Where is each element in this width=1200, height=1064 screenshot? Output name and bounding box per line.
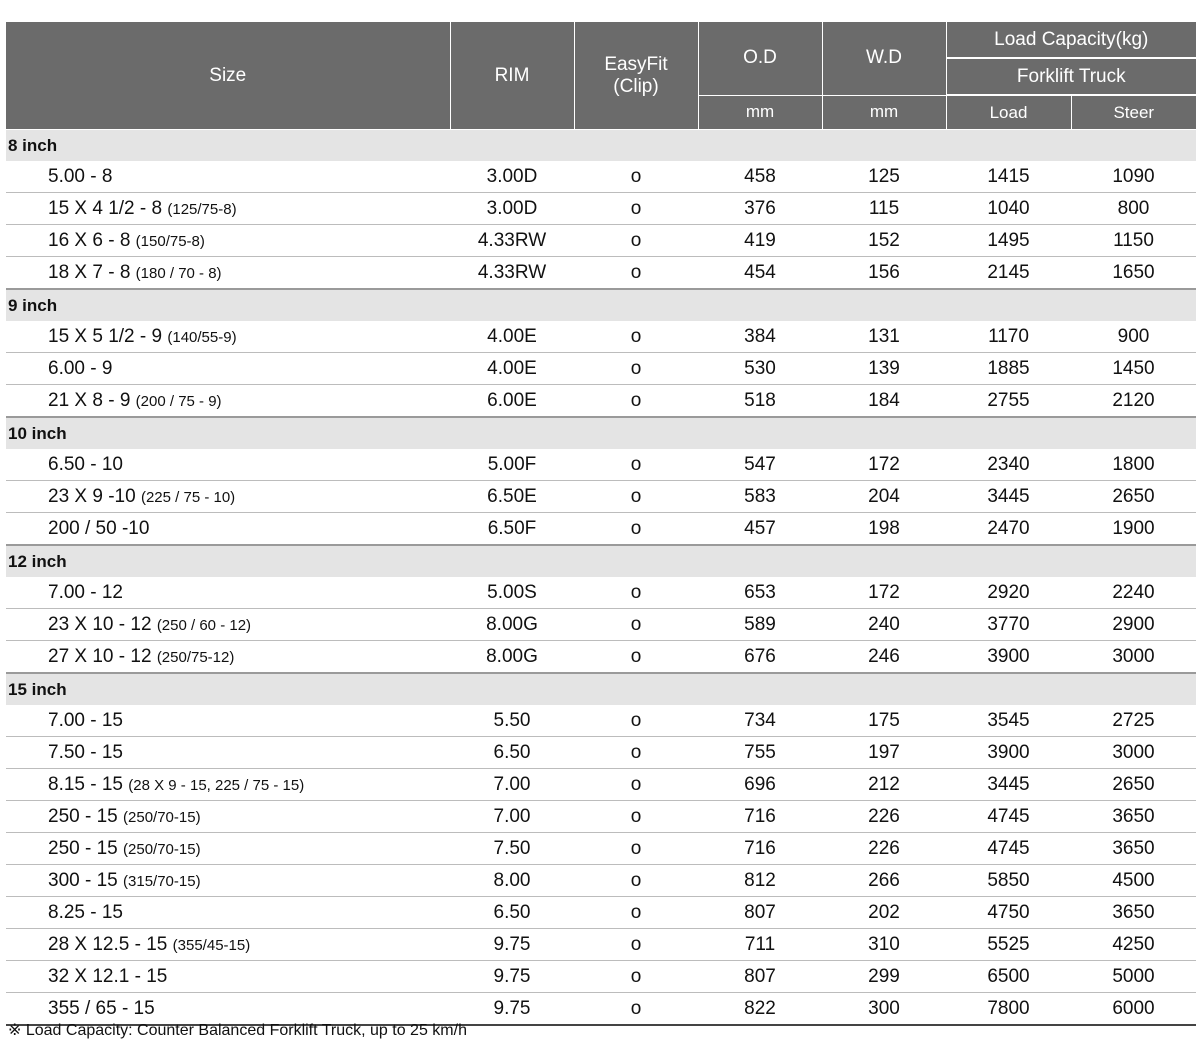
cell-steer: 2240 <box>1071 577 1196 609</box>
cell-od: 589 <box>698 609 822 641</box>
table-row <box>6 513 1196 546</box>
table-row <box>6 737 1196 769</box>
cell-size <box>6 513 450 546</box>
table-row <box>6 161 1196 193</box>
cell-size <box>6 161 450 193</box>
cell-load: 2145 <box>946 257 1071 290</box>
cell-rim: 7.00 <box>450 769 574 801</box>
table-row <box>6 225 1196 257</box>
cell-od: 812 <box>698 865 822 897</box>
cell-easyfit: o <box>574 897 698 929</box>
group-row <box>6 130 1196 162</box>
cell-od: 376 <box>698 193 822 225</box>
cell-load: 5850 <box>946 865 1071 897</box>
table-row <box>6 705 1196 737</box>
cell-od: 755 <box>698 737 822 769</box>
group-label: 8 inch <box>6 130 1196 162</box>
group-label: 15 inch <box>6 673 1196 705</box>
cell-od: 734 <box>698 705 822 737</box>
size-main: 28 X 12.5 - 15 <box>48 933 168 955</box>
cell-load: 1415 <box>946 161 1071 193</box>
table-row <box>6 833 1196 865</box>
size-main: 18 X 7 - 8 <box>48 261 131 283</box>
cell-steer: 1650 <box>1071 257 1196 290</box>
cell-size <box>6 737 450 769</box>
size-sub: (250/70-15) <box>123 808 201 826</box>
cell-easyfit: o <box>574 993 698 1026</box>
cell-size <box>6 225 450 257</box>
table-row <box>6 801 1196 833</box>
size-sub: (315/70-15) <box>123 872 201 890</box>
header-forklift-truck: Forklift Truck <box>946 58 1196 95</box>
header-load: Load <box>946 95 1071 130</box>
header-od-unit: mm <box>698 95 822 130</box>
cell-load: 1040 <box>946 193 1071 225</box>
cell-easyfit: o <box>574 481 698 513</box>
cell-easyfit: o <box>574 449 698 481</box>
cell-size <box>6 865 450 897</box>
cell-size <box>6 929 450 961</box>
group-row <box>6 417 1196 449</box>
cell-od: 807 <box>698 897 822 929</box>
cell-od: 518 <box>698 385 822 418</box>
cell-steer: 3650 <box>1071 801 1196 833</box>
size-main: 21 X 8 - 9 <box>48 389 131 411</box>
cell-steer: 2725 <box>1071 705 1196 737</box>
cell-load: 1885 <box>946 353 1071 385</box>
table-row <box>6 385 1196 418</box>
table-row <box>6 961 1196 993</box>
group-row <box>6 545 1196 577</box>
size-sub: (140/55-9) <box>167 328 237 346</box>
cell-rim: 5.00F <box>450 449 574 481</box>
cell-od: 458 <box>698 161 822 193</box>
cell-steer: 3000 <box>1071 737 1196 769</box>
size-sub: (200 / 75 - 9) <box>135 392 222 410</box>
cell-load: 4750 <box>946 897 1071 929</box>
cell-easyfit: o <box>574 961 698 993</box>
cell-od: 547 <box>698 449 822 481</box>
size-main: 23 X 9 -10 <box>48 485 136 507</box>
cell-load: 3445 <box>946 769 1071 801</box>
cell-steer: 3650 <box>1071 833 1196 865</box>
cell-load: 5525 <box>946 929 1071 961</box>
size-sub: (250/70-15) <box>123 840 201 858</box>
cell-rim: 6.50E <box>450 481 574 513</box>
cell-steer: 4500 <box>1071 865 1196 897</box>
cell-size <box>6 833 450 865</box>
cell-easyfit: o <box>574 705 698 737</box>
cell-rim: 3.00D <box>450 161 574 193</box>
cell-wd: 172 <box>822 577 946 609</box>
cell-steer: 1800 <box>1071 449 1196 481</box>
cell-load: 4745 <box>946 833 1071 865</box>
cell-wd: 115 <box>822 193 946 225</box>
cell-wd: 204 <box>822 481 946 513</box>
size-main: 250 - 15 <box>48 837 118 859</box>
cell-rim: 5.50 <box>450 705 574 737</box>
cell-od: 583 <box>698 481 822 513</box>
size-main: 27 X 10 - 12 <box>48 645 152 667</box>
cell-rim: 4.33RW <box>450 257 574 290</box>
cell-size <box>6 385 450 418</box>
size-sub: (250/75-12) <box>156 648 235 666</box>
cell-rim: 6.00E <box>450 385 574 418</box>
cell-load: 2920 <box>946 577 1071 609</box>
table-row <box>6 865 1196 897</box>
group-row <box>6 673 1196 705</box>
cell-wd: 226 <box>822 833 946 865</box>
size-main: 15 X 4 1/2 - 8 <box>48 197 163 219</box>
header-steer: Steer <box>1071 95 1196 130</box>
table-row <box>6 577 1196 609</box>
cell-od: 653 <box>698 577 822 609</box>
cell-load: 3545 <box>946 705 1071 737</box>
cell-easyfit: o <box>574 769 698 801</box>
cell-size <box>6 321 450 353</box>
table-row <box>6 321 1196 353</box>
header-od: O.D <box>698 22 822 95</box>
size-main: 8.15 - 15 <box>48 773 123 795</box>
cell-od: 716 <box>698 833 822 865</box>
cell-rim: 7.50 <box>450 833 574 865</box>
cell-od: 457 <box>698 513 822 546</box>
table-row <box>6 449 1196 481</box>
header-wd-unit: mm <box>822 95 946 130</box>
cell-steer: 900 <box>1071 321 1196 353</box>
table-row <box>6 897 1196 929</box>
cell-od: 676 <box>698 641 822 674</box>
cell-steer: 6000 <box>1071 993 1196 1026</box>
header-size: Size <box>6 22 450 130</box>
cell-easyfit: o <box>574 225 698 257</box>
cell-steer: 2650 <box>1071 481 1196 513</box>
size-sub: (180 / 70 - 8) <box>135 264 222 282</box>
size-main: 8.25 - 15 <box>48 901 123 923</box>
cell-od: 530 <box>698 353 822 385</box>
cell-wd: 310 <box>822 929 946 961</box>
size-main: 7.00 - 12 <box>48 581 123 603</box>
size-main: 7.00 - 15 <box>48 709 123 731</box>
cell-wd: 125 <box>822 161 946 193</box>
cell-load: 7800 <box>946 993 1071 1026</box>
cell-size <box>6 577 450 609</box>
cell-wd: 246 <box>822 641 946 674</box>
cell-steer: 4250 <box>1071 929 1196 961</box>
cell-wd: 266 <box>822 865 946 897</box>
cell-wd: 212 <box>822 769 946 801</box>
size-main: 7.50 - 15 <box>48 741 123 763</box>
size-sub: (225 / 75 - 10) <box>140 488 236 506</box>
size-sub: (125/75-8) <box>167 200 237 218</box>
cell-load: 3445 <box>946 481 1071 513</box>
cell-size <box>6 897 450 929</box>
cell-rim: 6.50F <box>450 513 574 546</box>
cell-easyfit: o <box>574 193 698 225</box>
spec-table-wrapper <box>6 22 1196 1026</box>
cell-wd: 175 <box>822 705 946 737</box>
cell-wd: 139 <box>822 353 946 385</box>
table-row <box>6 481 1196 513</box>
table-row <box>6 193 1196 225</box>
cell-rim: 4.00E <box>450 353 574 385</box>
cell-wd: 299 <box>822 961 946 993</box>
header-easyfit <box>574 22 698 130</box>
cell-load: 4745 <box>946 801 1071 833</box>
header-easyfit-line1: EasyFit <box>604 53 668 75</box>
cell-od: 384 <box>698 321 822 353</box>
size-main: 250 - 15 <box>48 805 118 827</box>
size-sub: (355/45-15) <box>172 936 251 954</box>
cell-size <box>6 961 450 993</box>
cell-rim: 3.00D <box>450 193 574 225</box>
cell-size <box>6 705 450 737</box>
size-main: 23 X 10 - 12 <box>48 613 152 635</box>
group-label: 12 inch <box>6 545 1196 577</box>
cell-steer: 2900 <box>1071 609 1196 641</box>
group-label: 9 inch <box>6 289 1196 321</box>
cell-rim: 7.00 <box>450 801 574 833</box>
cell-size <box>6 801 450 833</box>
cell-steer: 1150 <box>1071 225 1196 257</box>
cell-rim: 6.50 <box>450 737 574 769</box>
cell-rim: 9.75 <box>450 961 574 993</box>
size-main: 355 / 65 - 15 <box>48 997 155 1019</box>
size-main: 6.50 - 10 <box>48 453 123 475</box>
cell-easyfit: o <box>574 577 698 609</box>
header-load-capacity: Load Capacity(kg) <box>946 22 1196 58</box>
cell-wd: 198 <box>822 513 946 546</box>
table-row <box>6 641 1196 674</box>
cell-od: 696 <box>698 769 822 801</box>
cell-size <box>6 353 450 385</box>
tire-spec-table <box>6 22 1196 1026</box>
cell-rim: 4.33RW <box>450 225 574 257</box>
cell-wd: 152 <box>822 225 946 257</box>
cell-steer: 2650 <box>1071 769 1196 801</box>
cell-size <box>6 193 450 225</box>
cell-easyfit: o <box>574 801 698 833</box>
cell-wd: 202 <box>822 897 946 929</box>
cell-rim: 9.75 <box>450 993 574 1026</box>
table-row <box>6 257 1196 290</box>
cell-steer: 800 <box>1071 193 1196 225</box>
header-rim: RIM <box>450 22 574 130</box>
cell-od: 711 <box>698 929 822 961</box>
cell-od: 419 <box>698 225 822 257</box>
footnote: ※ Load Capacity: Counter Balanced Forklift Truck, up to 25 km/h <box>8 1022 467 1039</box>
size-sub: (150/75-8) <box>135 232 205 250</box>
cell-wd: 240 <box>822 609 946 641</box>
cell-od: 822 <box>698 993 822 1026</box>
size-main: 15 X 5 1/2 - 9 <box>48 325 163 347</box>
cell-size <box>6 449 450 481</box>
cell-rim: 8.00 <box>450 865 574 897</box>
table-row <box>6 929 1196 961</box>
cell-easyfit: o <box>574 929 698 961</box>
group-row <box>6 289 1196 321</box>
cell-load: 3770 <box>946 609 1071 641</box>
cell-easyfit: o <box>574 641 698 674</box>
cell-steer: 1090 <box>1071 161 1196 193</box>
cell-easyfit: o <box>574 513 698 546</box>
cell-wd: 197 <box>822 737 946 769</box>
cell-steer: 3650 <box>1071 897 1196 929</box>
cell-easyfit: o <box>574 353 698 385</box>
cell-wd: 172 <box>822 449 946 481</box>
size-sub: (28 X 9 - 15, 225 / 75 - 15) <box>128 776 305 794</box>
cell-rim: 4.00E <box>450 321 574 353</box>
cell-load: 3900 <box>946 737 1071 769</box>
cell-size <box>6 641 450 674</box>
cell-easyfit: o <box>574 833 698 865</box>
cell-easyfit: o <box>574 865 698 897</box>
cell-rim: 8.00G <box>450 609 574 641</box>
table-row <box>6 353 1196 385</box>
cell-size <box>6 609 450 641</box>
cell-easyfit: o <box>574 737 698 769</box>
cell-od: 454 <box>698 257 822 290</box>
cell-size <box>6 481 450 513</box>
cell-load: 3900 <box>946 641 1071 674</box>
cell-easyfit: o <box>574 385 698 418</box>
cell-steer: 1900 <box>1071 513 1196 546</box>
cell-easyfit: o <box>574 321 698 353</box>
cell-steer: 1450 <box>1071 353 1196 385</box>
size-sub: (250 / 60 - 12) <box>156 616 252 634</box>
table-row <box>6 609 1196 641</box>
cell-load: 2470 <box>946 513 1071 546</box>
cell-od: 716 <box>698 801 822 833</box>
cell-steer: 5000 <box>1071 961 1196 993</box>
size-main: 32 X 12.1 - 15 <box>48 965 168 987</box>
cell-wd: 184 <box>822 385 946 418</box>
cell-easyfit: o <box>574 161 698 193</box>
cell-od: 807 <box>698 961 822 993</box>
cell-load: 2340 <box>946 449 1071 481</box>
table-body <box>6 130 1196 1026</box>
header-wd: W.D <box>822 22 946 95</box>
cell-easyfit: o <box>574 257 698 290</box>
cell-rim: 5.00S <box>450 577 574 609</box>
cell-wd: 131 <box>822 321 946 353</box>
cell-wd: 300 <box>822 993 946 1026</box>
size-main: 5.00 - 8 <box>48 165 113 187</box>
cell-load: 2755 <box>946 385 1071 418</box>
cell-rim: 6.50 <box>450 897 574 929</box>
size-main: 300 - 15 <box>48 869 118 891</box>
cell-wd: 156 <box>822 257 946 290</box>
size-main: 16 X 6 - 8 <box>48 229 131 251</box>
cell-size <box>6 769 450 801</box>
size-main: 200 / 50 -10 <box>48 517 150 539</box>
cell-size <box>6 257 450 290</box>
cell-wd: 226 <box>822 801 946 833</box>
cell-load: 6500 <box>946 961 1071 993</box>
cell-rim: 9.75 <box>450 929 574 961</box>
table-header <box>6 22 1196 130</box>
table-row <box>6 769 1196 801</box>
group-label: 10 inch <box>6 417 1196 449</box>
cell-steer: 2120 <box>1071 385 1196 418</box>
cell-load: 1495 <box>946 225 1071 257</box>
cell-rim: 8.00G <box>450 641 574 674</box>
cell-steer: 3000 <box>1071 641 1196 674</box>
cell-load: 1170 <box>946 321 1071 353</box>
size-main: 6.00 - 9 <box>48 357 113 379</box>
cell-easyfit: o <box>574 609 698 641</box>
header-easyfit-line2: (Clip) <box>613 75 659 97</box>
